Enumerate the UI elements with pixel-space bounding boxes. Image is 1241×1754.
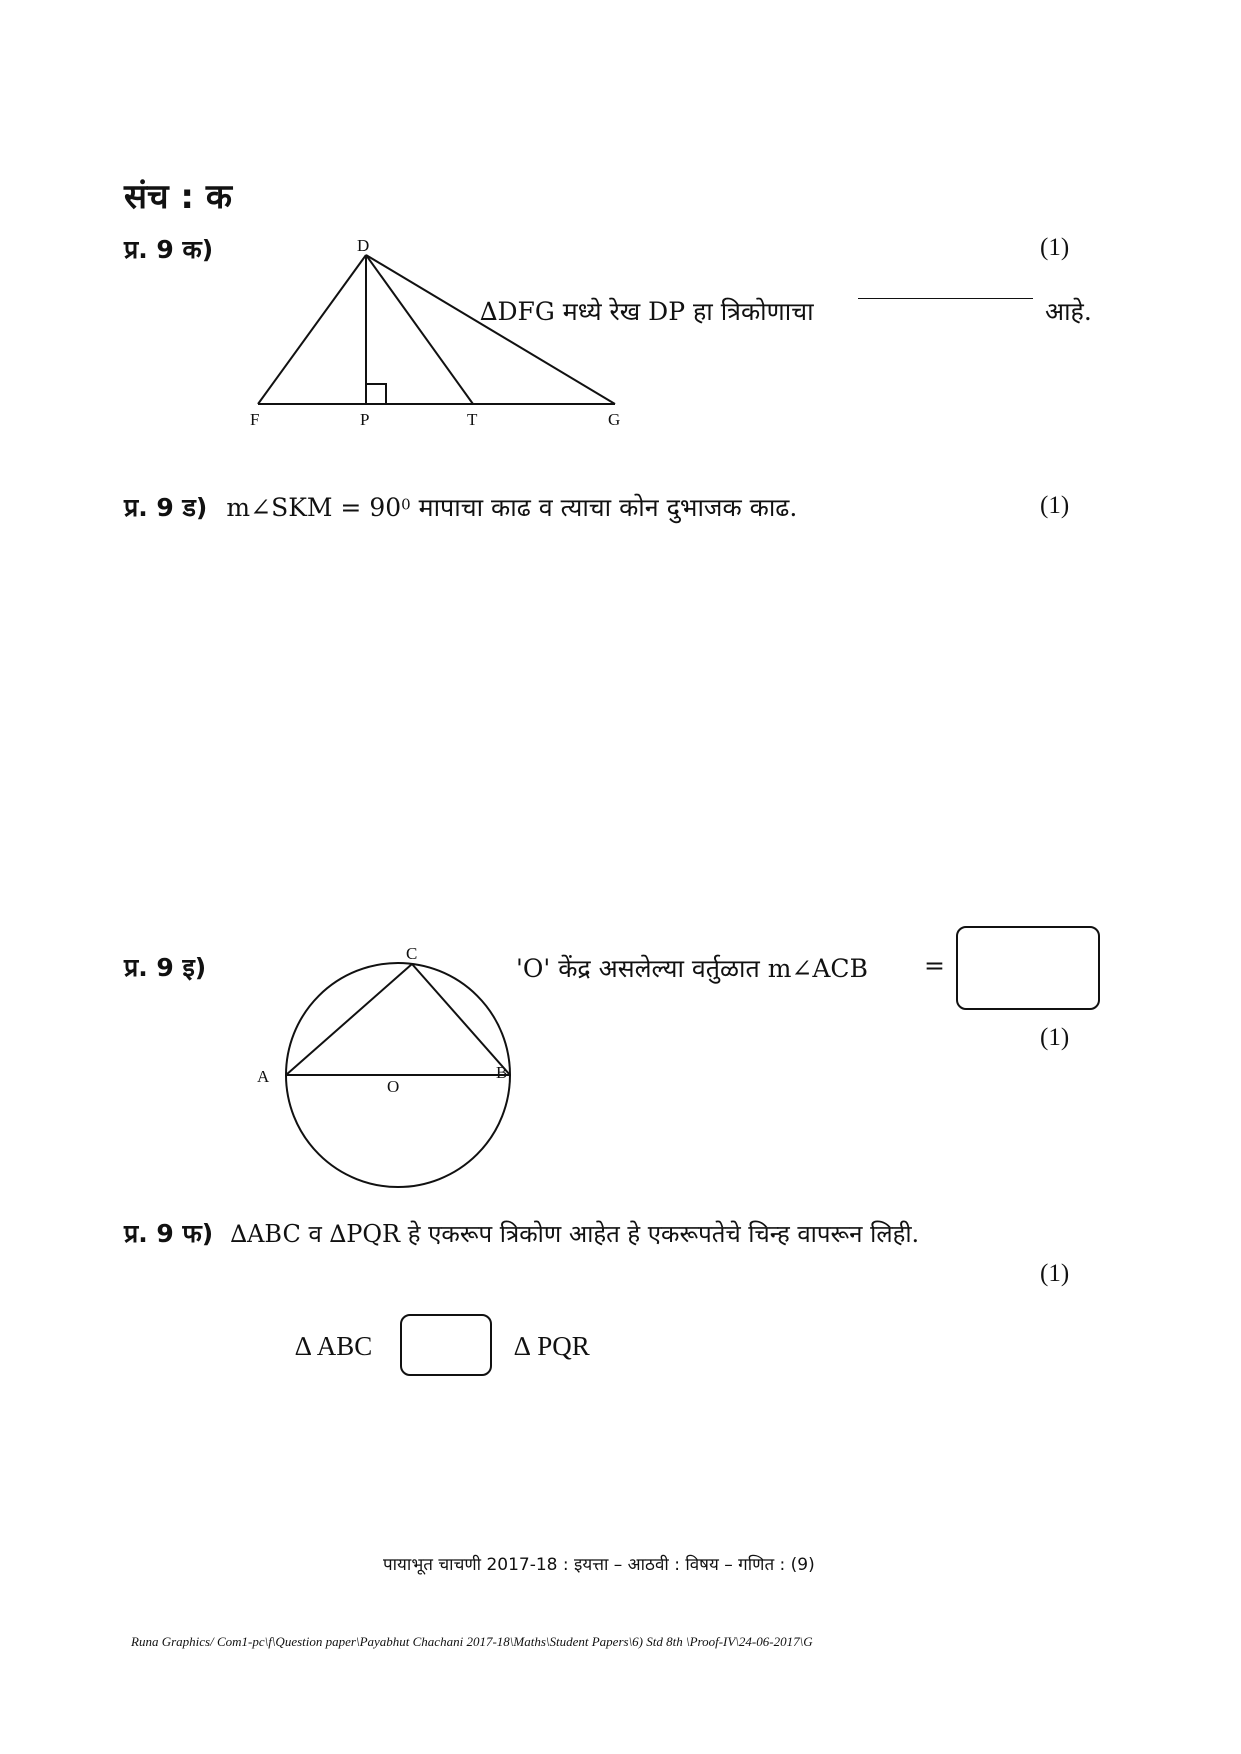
- point-label-c: C: [406, 944, 418, 963]
- question-9d-text: ∆ABC व ∆PQR हे एकरूप त्रिकोण आहेत हे एकरूपतेचे चिन्ह वापरून लिही.: [230, 1220, 920, 1248]
- print-info-line: Runa Graphics/ Com1-pc\f\Question paper\Payabhut Chachani 2017-18\Maths\Student Papers\6) Std 8th \Proof-IV\24-06-2017\G: [131, 1634, 813, 1649]
- question-9d-number: प्र. 9 फ): [124, 1219, 214, 1248]
- question-9a-text: ∆DFG मध्ये रेख DP हा त्रिकोणाचा: [480, 297, 814, 326]
- question-9b-text: m∠SKM = 90: [226, 493, 402, 522]
- vertex-label-d: D: [357, 236, 370, 255]
- question-9b-text-after: मापाचा काढ व त्याचा कोन दुभाजक काढ.: [410, 493, 798, 522]
- right-triangle-expression: ∆ PQR: [514, 1331, 590, 1361]
- question-9c-marks: (1): [1040, 1024, 1070, 1051]
- page-footer: पायाभूत चाचणी 2017-18 : इयत्ता – आठवी : विषय – गणित : (9): [383, 1555, 815, 1575]
- left-triangle-expression: ∆ ABC: [295, 1331, 373, 1361]
- set-heading: संच : क: [124, 177, 232, 217]
- vertex-label-g: G: [608, 410, 621, 429]
- question-9a-suffix: आहे.: [1045, 297, 1092, 326]
- question-9d-row: [124, 1216, 919, 1250]
- vertex-label-f: F: [250, 410, 260, 429]
- question-9c-equals: =: [924, 951, 945, 980]
- question-9b-marks: (1): [1040, 492, 1070, 519]
- question-9c-answer-box[interactable]: [956, 926, 1100, 1010]
- point-label-b: B: [496, 1063, 508, 1082]
- congruence-symbol-box[interactable]: [400, 1314, 492, 1376]
- question-9a-marks: (1): [1040, 234, 1070, 261]
- point-label-p: P: [360, 410, 370, 429]
- question-9c-text: 'O' केंद्र असलेल्या वर्तुळात m∠ACB: [516, 954, 868, 983]
- center-label-o: O: [387, 1077, 400, 1096]
- question-9c-number: प्र. 9 इ): [124, 953, 207, 982]
- question-9b-number: प्र. 9 ड): [124, 493, 208, 522]
- point-label-a: A: [257, 1067, 270, 1086]
- question-9d-marks: (1): [1040, 1260, 1070, 1287]
- point-label-t: T: [467, 410, 478, 429]
- question-9a-number: प्र. 9 क): [124, 235, 214, 264]
- degree-superscript: 0: [401, 495, 411, 514]
- chord-ac: [286, 964, 412, 1075]
